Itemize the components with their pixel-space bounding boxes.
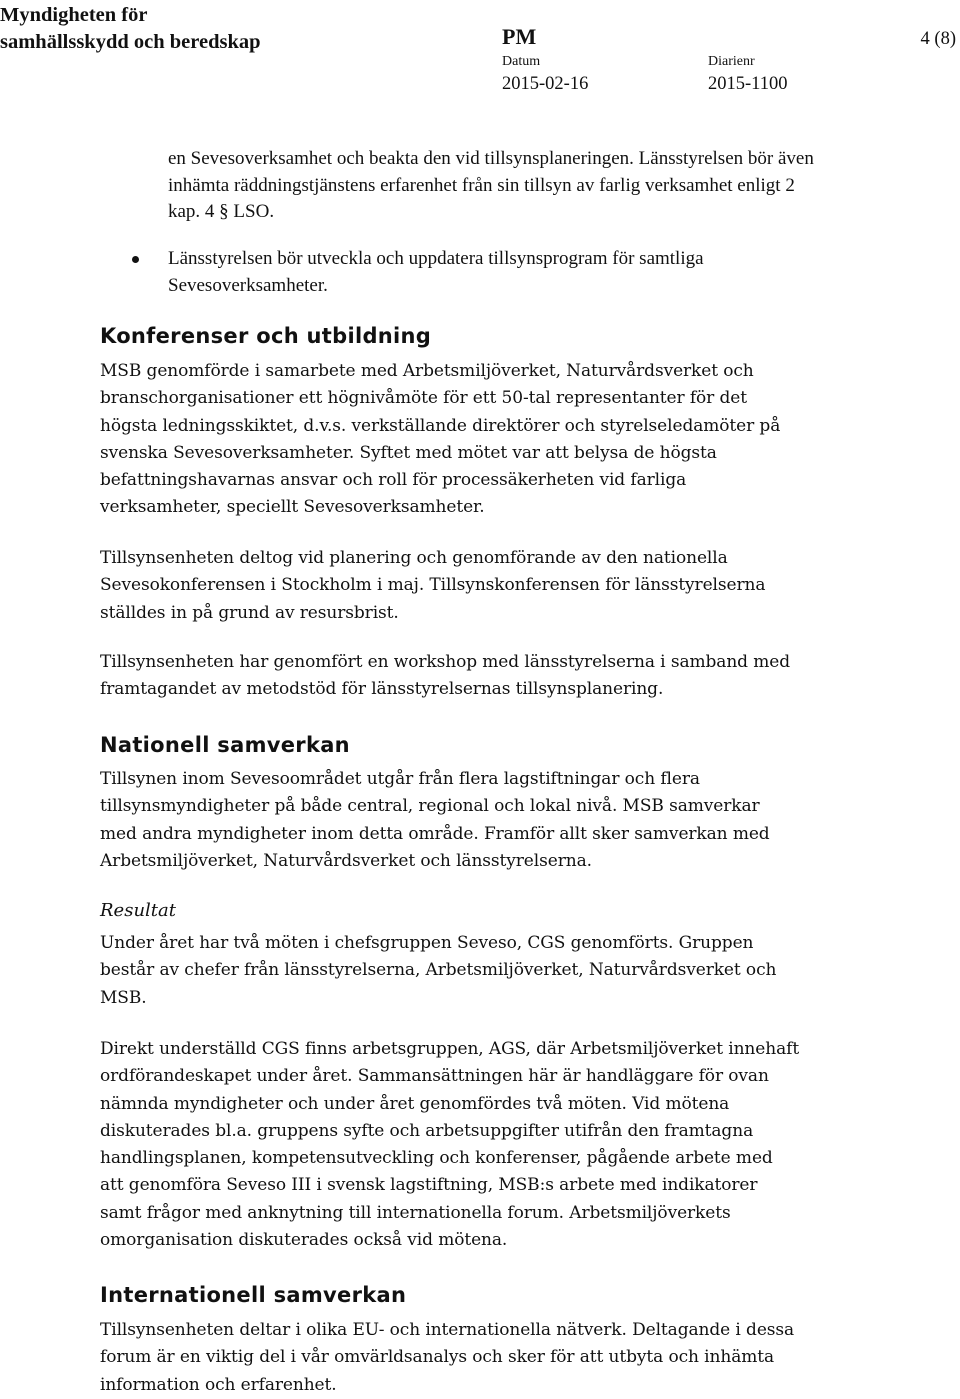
org-line-1: Myndigheten för xyxy=(0,4,148,26)
paragraph: Tillsynsenheten deltog vid planering och genomförande av den nationella Sevesokonferensen i Stockholm i maj. Tillsynskonferensen för länsstyrelserna ställdes in på grund av resursbrist. xyxy=(100,548,766,623)
section-heading-national: Nationell samverkan xyxy=(100,733,350,757)
date-label: Datum xyxy=(502,54,541,69)
subheading-results: Resultat xyxy=(100,900,176,921)
organization-name xyxy=(0,2,261,56)
paragraph: Under året har två möten i chefsgruppen Seveso, CGS genomförts. Gruppen består av chefer från länsstyrelserna, Arbetsmiljöverket, Naturvårdsverket och MSB. xyxy=(100,933,777,1008)
date-value: 2015-02-16 xyxy=(502,74,589,94)
page-number: 4 (8) xyxy=(920,29,956,49)
registration-label: Diarienr xyxy=(708,54,755,69)
paragraph: Tillsynsenheten har genomfört en workshop med länsstyrelserna i samband med framtagandet av metodstöd för länsstyrelsernas tillsynsplanering. xyxy=(100,652,791,700)
paragraph: Direkt underställd CGS finns arbetsgruppen, AGS, där Arbetsmiljöverket innehaft ordförandeskapet under året. Sammansättningen här är handläggare för ovan nämnda myndigheter och under året genomfördes två möten. Vid mötena diskuterades bl.a. gruppens syfte och arbetsuppgifter utifrån den framtagna handlingsplanen, kompetensutveckling och konferenser, pågående arbete med att genomföra Seveso III i svensk lagstiftning, MSB:s arbete med indikatorer samt frågor med anknytning till internationella forum. Arbetsmiljöverkets omorganisation diskuterades också vid mötena. xyxy=(100,1039,800,1251)
registration-value: 2015-1100 xyxy=(708,74,788,94)
section-heading-international: Internationell samverkan xyxy=(100,1283,407,1307)
doc-type: PM xyxy=(502,24,537,49)
paragraph: Tillsynsenheten deltar i olika EU- och internationella nätverk. Deltagande i dessa forum är en viktig del i vår omvärldsanalys och sker för att utbyta och inhämta information och erfarenhet. xyxy=(100,1320,795,1395)
section-heading-conferences: Konferenser och utbildning xyxy=(100,324,432,348)
org-line-2: samhällsskydd och beredskap xyxy=(0,31,261,53)
bullet-item-continued: en Sevesoverksamhet och beakta den vid tillsynsplaneringen. Länsstyrelsen bör även inhämta räddningstjänstens erfarenhet från sin tillsyn av farlig verksamhet enligt 2 kap. 4 § LSO. xyxy=(168,148,814,222)
bullet-item: Länsstyrelsen bör utveckla och uppdatera tillsynsprogram för samtliga Sevesoverksamheter. xyxy=(168,248,704,296)
paragraph: Tillsynen inom Sevesoområdet utgår från flera lagstiftningar och flera tillsynsmyndigheter på både central, regional och lokal nivå. MSB samverkar med andra myndigheter inom detta område. Framför allt sker samverkan med Arbetsmiljöverket, Naturvårdsverket och länsstyrelserna. xyxy=(100,769,770,871)
bullet-marker xyxy=(132,256,139,263)
paragraph: MSB genomförde i samarbete med Arbetsmiljöverket, Naturvårdsverket och branschorganisationer ett högnivåmöte för ett 50-tal representanter för det högsta ledningsskiktet, d.v.s. verkställande direktörer och styrelseledamöter på svenska Sevesoverksamheter. Syftet med mötet var att belysa de högsta befattningshavarnas ansvar och roll för processäkerheten vid farliga verksamheter, speciellt Sevesoverksamheter. xyxy=(100,361,781,518)
